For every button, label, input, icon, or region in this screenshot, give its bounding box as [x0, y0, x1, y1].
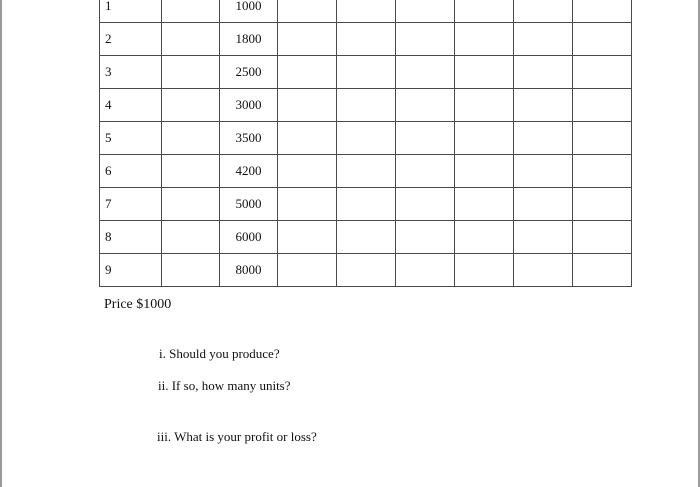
empty-cell	[514, 56, 573, 89]
empty-cell	[514, 0, 573, 23]
table-row	[100, 56, 632, 89]
empty-cell	[573, 155, 632, 188]
empty-cell	[162, 0, 220, 23]
table-row	[100, 221, 632, 254]
empty-cell	[514, 254, 573, 287]
quantity-cell: 7	[100, 188, 162, 221]
table-row	[100, 122, 632, 155]
empty-cell	[278, 89, 337, 122]
total-cost-cell: 1000	[220, 0, 278, 23]
quantity-cell: 1	[100, 0, 162, 23]
empty-cell	[455, 0, 514, 23]
empty-cell	[455, 89, 514, 122]
empty-cell	[278, 221, 337, 254]
empty-cell	[396, 221, 455, 254]
empty-cell	[396, 0, 455, 23]
empty-cell	[514, 89, 573, 122]
empty-cell	[278, 254, 337, 287]
cost-table	[99, 0, 632, 287]
empty-cell	[514, 23, 573, 56]
empty-cell	[278, 188, 337, 221]
total-cost-cell: 4200	[220, 155, 278, 188]
empty-cell	[337, 89, 396, 122]
empty-cell	[162, 122, 220, 155]
empty-cell	[162, 155, 220, 188]
empty-cell	[514, 122, 573, 155]
quantity-cell: 4	[100, 89, 162, 122]
empty-cell	[573, 221, 632, 254]
total-cost-cell: 1800	[220, 23, 278, 56]
empty-cell	[278, 155, 337, 188]
empty-cell	[278, 56, 337, 89]
total-cost-cell: 2500	[220, 56, 278, 89]
total-cost-cell: 3000	[220, 89, 278, 122]
quantity-cell: 8	[100, 221, 162, 254]
empty-cell	[337, 0, 396, 23]
empty-cell	[455, 23, 514, 56]
empty-cell	[278, 23, 337, 56]
table-row	[100, 89, 632, 122]
total-cost-cell: 8000	[220, 254, 278, 287]
quantity-cell: 6	[100, 155, 162, 188]
empty-cell	[337, 122, 396, 155]
empty-cell	[514, 188, 573, 221]
empty-cell	[337, 254, 396, 287]
table-row	[100, 0, 632, 23]
empty-cell	[278, 0, 337, 23]
empty-cell	[455, 221, 514, 254]
empty-cell	[162, 221, 220, 254]
empty-cell	[573, 56, 632, 89]
page-left-border	[0, 0, 2, 487]
cost-table-body	[100, 0, 632, 287]
table-row	[100, 188, 632, 221]
empty-cell	[514, 155, 573, 188]
empty-cell	[573, 254, 632, 287]
empty-cell	[396, 254, 455, 287]
empty-cell	[162, 23, 220, 56]
quantity-cell: 3	[100, 56, 162, 89]
price-label: Price $1000	[104, 297, 172, 312]
empty-cell	[278, 122, 337, 155]
empty-cell	[337, 221, 396, 254]
empty-cell	[162, 254, 220, 287]
empty-cell	[396, 155, 455, 188]
empty-cell	[337, 188, 396, 221]
question-how-many-units: ii. If so, how many units?	[158, 378, 291, 393]
table-row	[100, 254, 632, 287]
empty-cell	[337, 23, 396, 56]
empty-cell	[573, 122, 632, 155]
empty-cell	[455, 188, 514, 221]
empty-cell	[573, 23, 632, 56]
empty-cell	[396, 56, 455, 89]
empty-cell	[514, 221, 573, 254]
empty-cell	[573, 0, 632, 23]
empty-cell	[396, 23, 455, 56]
empty-cell	[162, 89, 220, 122]
empty-cell	[455, 56, 514, 89]
table-row	[100, 23, 632, 56]
total-cost-cell: 6000	[220, 221, 278, 254]
empty-cell	[162, 188, 220, 221]
empty-cell	[455, 122, 514, 155]
empty-cell	[455, 155, 514, 188]
total-cost-cell: 5000	[220, 188, 278, 221]
empty-cell	[396, 122, 455, 155]
question-should-produce: i. Should you produce?	[159, 346, 280, 361]
total-cost-cell: 3500	[220, 122, 278, 155]
table-row	[100, 155, 632, 188]
empty-cell	[573, 89, 632, 122]
empty-cell	[455, 254, 514, 287]
empty-cell	[337, 155, 396, 188]
quantity-cell: 2	[100, 23, 162, 56]
question-profit-or-loss: iii. What is your profit or loss?	[157, 429, 317, 444]
quantity-cell: 5	[100, 122, 162, 155]
empty-cell	[396, 188, 455, 221]
empty-cell	[396, 89, 455, 122]
quantity-cell: 9	[100, 254, 162, 287]
empty-cell	[337, 56, 396, 89]
empty-cell	[162, 56, 220, 89]
empty-cell	[573, 188, 632, 221]
